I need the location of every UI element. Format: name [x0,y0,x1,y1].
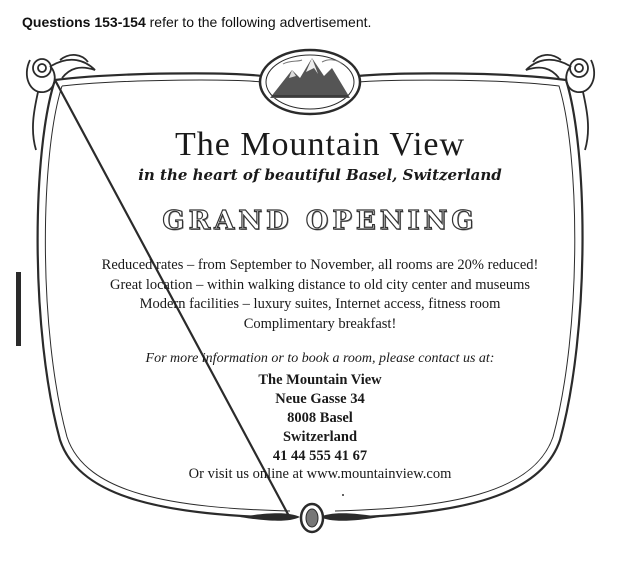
address-line: 8008 Basel [287,410,353,426]
feature-line: Reduced rates – from September to November, all rooms are 20% reduced! [101,257,539,273]
bottom-medallion-icon [240,504,380,532]
address-line: Switzerland [282,429,358,445]
address-line: Neue Gasse 34 [275,391,365,407]
address-line: The Mountain View [258,372,382,388]
question-instruction: refer to the following advertisement. [145,14,372,30]
contact-intro: For more information or to book a room, please contact us at: [145,351,495,366]
feature-line: Modern facilities – luxury suites, Internet access, fitness room [139,296,501,312]
feature-line: Great location – within walking distance to old city center and museums [110,276,530,293]
contact-address [60,371,580,466]
phone-number: 41 44 555 41 67 [272,448,368,464]
hotel-title: The Mountain View [174,126,466,163]
grand-opening-banner: GRAND OPENING [162,206,478,236]
speck [342,494,344,496]
question-number: Questions 153-154 [22,14,146,30]
feature-line: Complimentary breakfast! [243,315,397,332]
features-list [60,256,580,334]
website-line: Or visit us online at www.mountainview.com [188,466,452,482]
hotel-subtitle: in the heart of beautiful Basel, Switzerland [138,166,502,184]
mountain-medallion-icon [260,50,360,114]
